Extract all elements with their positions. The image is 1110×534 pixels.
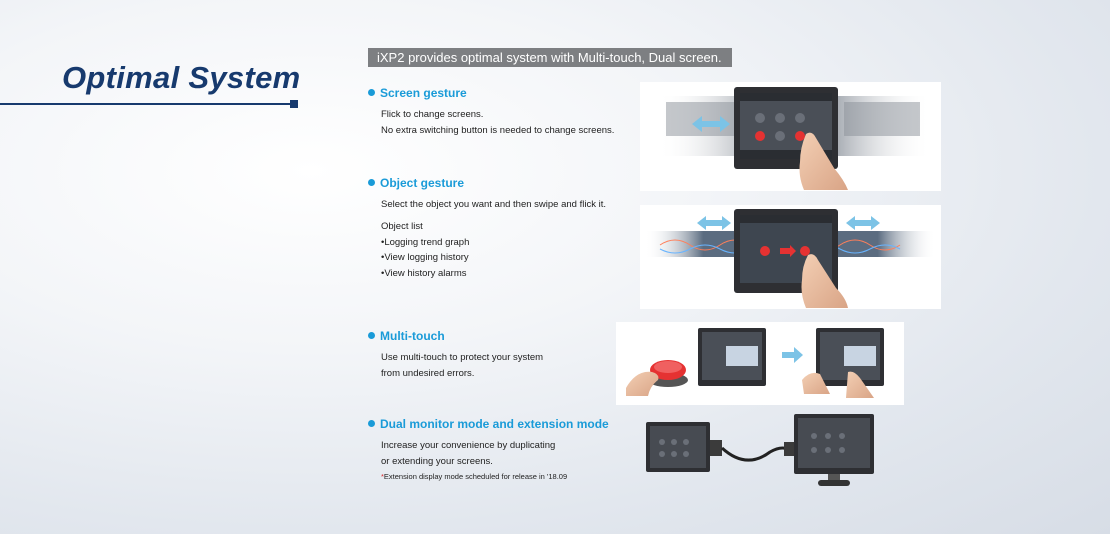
object-gesture-illustration [640,205,941,309]
multi-touch-illustration [616,322,904,405]
title-underline [0,103,292,105]
swipe-arrow-icon [846,216,880,230]
intro-banner: iXP2 provides optimal system with Multi-touch, Dual screen. [368,48,732,67]
screen-gesture-illustration [640,82,941,191]
swipe-arrow-icon [697,216,731,230]
section-text-screen-gesture: Flick to change screens. No extra switching button is needed to change screens. [381,109,615,136]
list-item: •View history alarms [381,267,467,279]
bullet-dot-icon [368,89,375,96]
page-title: Optimal System [62,60,301,95]
usb-cable-icon [710,440,796,460]
bullet-dot-icon [368,420,375,427]
section-title-dual-monitor: Dual monitor mode and extension mode [368,417,609,431]
bullet-dot-icon [368,332,375,339]
section-text-dual-monitor: Increase your convenience by duplicating or extending your screens. [381,440,556,467]
release-note: *Extension display mode scheduled for release in '18.09 [381,472,568,481]
section-text-object-gesture: Select the object you want and then swipe and flick it. [381,199,606,210]
section-title-object-gesture: Object gesture [368,176,464,190]
hand-icon [626,372,658,396]
list-item: •View logging history [381,252,469,263]
dual-monitor-illustration [640,410,880,490]
section-title-multi-touch: Multi-touch [368,329,445,343]
list-item: •Logging trend graph [381,236,470,248]
title-underline-end [290,100,298,108]
bullet-dot-icon [368,179,375,186]
object-list: Object list •Logging trend graph •View logging history •View history alarms [381,219,469,281]
right-arrow-icon [782,347,803,363]
section-text-multi-touch: Use multi-touch to protect your system from undesired errors. [381,352,544,379]
section-title-screen-gesture: Screen gesture [368,86,467,100]
